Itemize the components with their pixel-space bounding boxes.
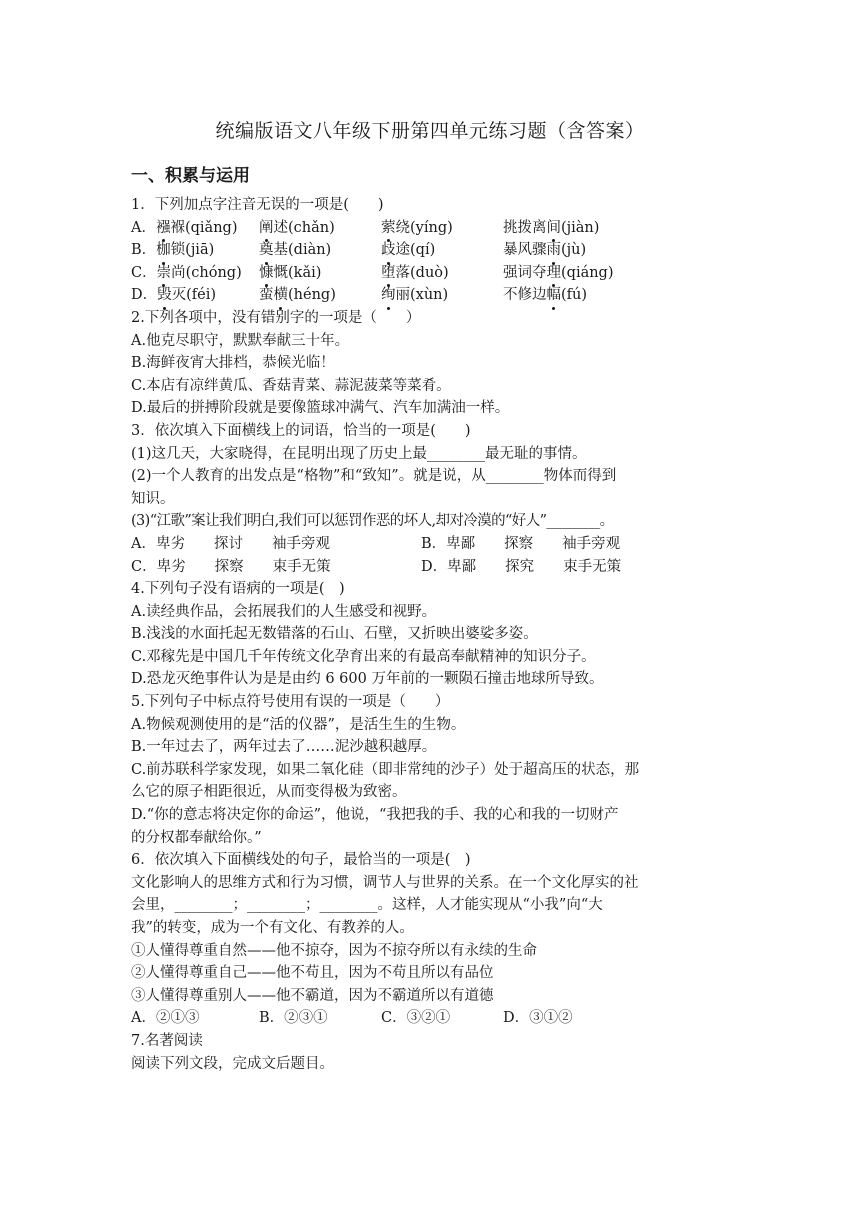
q1-option-b-word-3: 歧途(qí) (381, 239, 503, 262)
q3-stem: 3．依次填入下面横线上的词语，恰当的一项是( ) (131, 422, 471, 439)
q1-option-c-word-3: 堕落(duò) (381, 262, 503, 285)
document-title: 统编版语文八年级下册第四单元练习题（含答案） (215, 120, 645, 142)
q5-option-a: A.物候观测使用的是“活的仪器”，是活生生的生物。 (131, 716, 466, 733)
q3-option-c: C．卑劣 探察 束手无策 (131, 558, 331, 575)
q6-passage-1: 文化影响人的思维方式和行为习惯，调节人与世界的关系。在一个文化厚实的社 (131, 874, 639, 891)
q5-option-d: D.“你的意志将决定你的命运”，他说，“我把我的手、我的心和我的一切财产 (131, 807, 619, 824)
q3-sentence-2-cont: 知识。 (131, 490, 175, 507)
q4-stem: 4.下列句子没有语病的一项是( ) (131, 581, 345, 598)
q6-item-1: ①人懂得尊重自然——他不掠夺，因为不掠夺所以有永续的生命 (131, 942, 537, 959)
q6-option-d: D．③①② (503, 1010, 573, 1027)
emphasis-dot-char: 堕 (381, 262, 396, 285)
q5-option-c-cont: 么它的原子相距很近，从而变得极为致密。 (131, 784, 407, 801)
emphasis-dot-char: 绚 (381, 284, 396, 307)
q6-item-2: ②人懂得尊重自己——他不苟且，因为不苟且所以有品位 (131, 965, 494, 982)
q4-option-d: D.恐龙灭绝事件认为是是由约 6 600 万年前的一颗陨石撞击地球所导致。 (131, 671, 604, 688)
q3-options-row-2 (131, 556, 731, 579)
q2-option-a: A.他克尽职守，默默奉献三十年。 (131, 332, 350, 349)
q4-option-c: C.邓稼先是中国几千年传统文化孕育出来的有最高奉献精神的知识分子。 (131, 648, 596, 665)
emphasis-dot-char: 毁 (157, 284, 172, 307)
emphasis-dot-char: 奠 (259, 239, 274, 262)
emphasis-dot-char: 理 (547, 262, 562, 285)
emphasis-dot-char: 横 (274, 284, 289, 307)
emphasis-dot-char: 阐 (259, 217, 274, 240)
q6-passage-2: 会里，________；________；________。这样，人才能实现从“小我”向“大 (131, 897, 603, 914)
q1-option-row-a (131, 217, 731, 240)
q3-option-d: D．卑鄙 探究 束手无策 (421, 558, 622, 575)
q2-option-c: C.本店有凉绊黄瓜、香菇青菜、蒜泥菠菜等菜肴。 (131, 377, 451, 394)
q1-option-a-word-4: 挑拨离间(jiàn) (503, 217, 703, 240)
q2-stem: 2.下列各项中，没有错别字的一项是（ ） (131, 309, 421, 326)
q1-option-d-word-4: 不修边幅(fú) (503, 284, 703, 307)
question-body (131, 194, 731, 1075)
q1-options (131, 217, 731, 307)
q3-option-a: A．卑劣 探讨 袖手旁观 (131, 535, 330, 552)
q5-stem: 5.下列句子中标点符号使用有误的一项是（ ） (131, 694, 450, 711)
q6-option-b: B．②③① (259, 1010, 328, 1027)
q1-option-c-word-4: 强词夺理(qiáng) (503, 262, 703, 285)
q1-option-a-word-2: 阐述(chǎn) (259, 217, 381, 240)
emphasis-dot-char: 歧 (381, 239, 396, 262)
q5-option-d-cont: 的分权都奉献给你。” (131, 829, 262, 846)
q1-option-b-word-2: 奠基(diàn) (259, 239, 381, 262)
q2-option-b: B.海鲜夜宵大排档，恭候光临！ (131, 355, 335, 372)
q1-option-b-word-4: 暴风骤雨(jù) (503, 239, 703, 262)
q1-option-d-word-2: 蛮横(héng) (259, 284, 381, 307)
q7-instruction: 阅读下列文段，完成文后题目。 (131, 1055, 334, 1072)
q6-item-3: ③人懂得尊重别人——他不霸道，因为不霸道所以有道德 (131, 987, 494, 1004)
section-heading: 一、积累与运用 (131, 166, 250, 186)
emphasis-dot-char: 崇 (157, 262, 172, 285)
q1-option-b-word-1: B．枷锁(jiā) (131, 239, 259, 262)
emphasis-dot-char: 幅 (547, 284, 562, 307)
q7-stem: 7.名著阅读 (131, 1032, 203, 1049)
q1-option-d-word-1: D．毁灭(féi) (131, 284, 259, 307)
q3-sentence-1: (1)这几天，大家晓得，在昆明出现了历史上最________最无耻的事情。 (131, 445, 587, 462)
q4-option-a: A.读经典作品，会拓展我们的人生感受和视野。 (131, 603, 437, 620)
emphasis-dot-char: 萦 (381, 217, 396, 240)
q1-option-row-c (131, 262, 731, 285)
q1-option-d-word-3: 绚丽(xùn) (381, 284, 503, 307)
q2-option-d: D.最后的拼搏阶段就是要像篮球冲满气、汽车加满油一样。 (131, 400, 510, 417)
q5-option-c: C.前苏联科学家发现，如果二氧化硅（即非常纯的沙子）处于超高压的状态，那 (131, 761, 640, 778)
q6-option-a: A．②①③ (131, 1010, 200, 1027)
emphasis-dot-char: 雨 (547, 239, 562, 262)
emphasis-dot-char: 慷 (259, 262, 274, 285)
emphasis-dot-char: 间 (547, 217, 562, 240)
emphasis-dot-char: 襁 (156, 217, 171, 240)
q1-stem: 1．下列加点字注音无误的一项是( ) (131, 197, 384, 213)
emphasis-dot-char: 枷 (156, 239, 171, 262)
q3-sentence-2: (2)一个人教育的出发点是“格物”和“致知”。就是说，从________物体而得到 (131, 468, 617, 485)
q6-stem: 6．依次填入下面横线处的句子，最恰当的一项是( ) (131, 852, 471, 869)
q1-option-c-word-1: C．崇尚(chóng) (131, 262, 259, 285)
q6-options (131, 1007, 731, 1030)
q4-option-b: B.浅浅的水面托起无数错落的石山、石壁，又折映出婆娑多姿。 (131, 626, 538, 643)
q1-option-row-b (131, 239, 731, 262)
q3-sentence-3: (3)“江歌”案让我们明白,我们可以惩罚作恶的坏人,却对冷漠的“好人”________。 (131, 513, 614, 530)
q1-option-a-word-1: A．襁褓(qiǎng) (131, 217, 259, 240)
q1-option-c-word-2: 慷慨(kǎi) (259, 262, 381, 285)
q6-passage-3: 我”的转变，成为一个有文化、有教养的人。 (131, 920, 414, 936)
q1-option-a-word-3: 萦绕(yíng) (381, 217, 503, 240)
q1-option-row-d (131, 284, 731, 307)
q6-option-c: C．③②① (381, 1010, 451, 1027)
q5-option-b: B.一年过去了，两年过去了……泥沙越积越厚。 (131, 739, 437, 756)
q3-option-b: B．卑鄙 探察 袖手旁观 (421, 535, 621, 552)
q3-options-row-1 (131, 533, 731, 556)
